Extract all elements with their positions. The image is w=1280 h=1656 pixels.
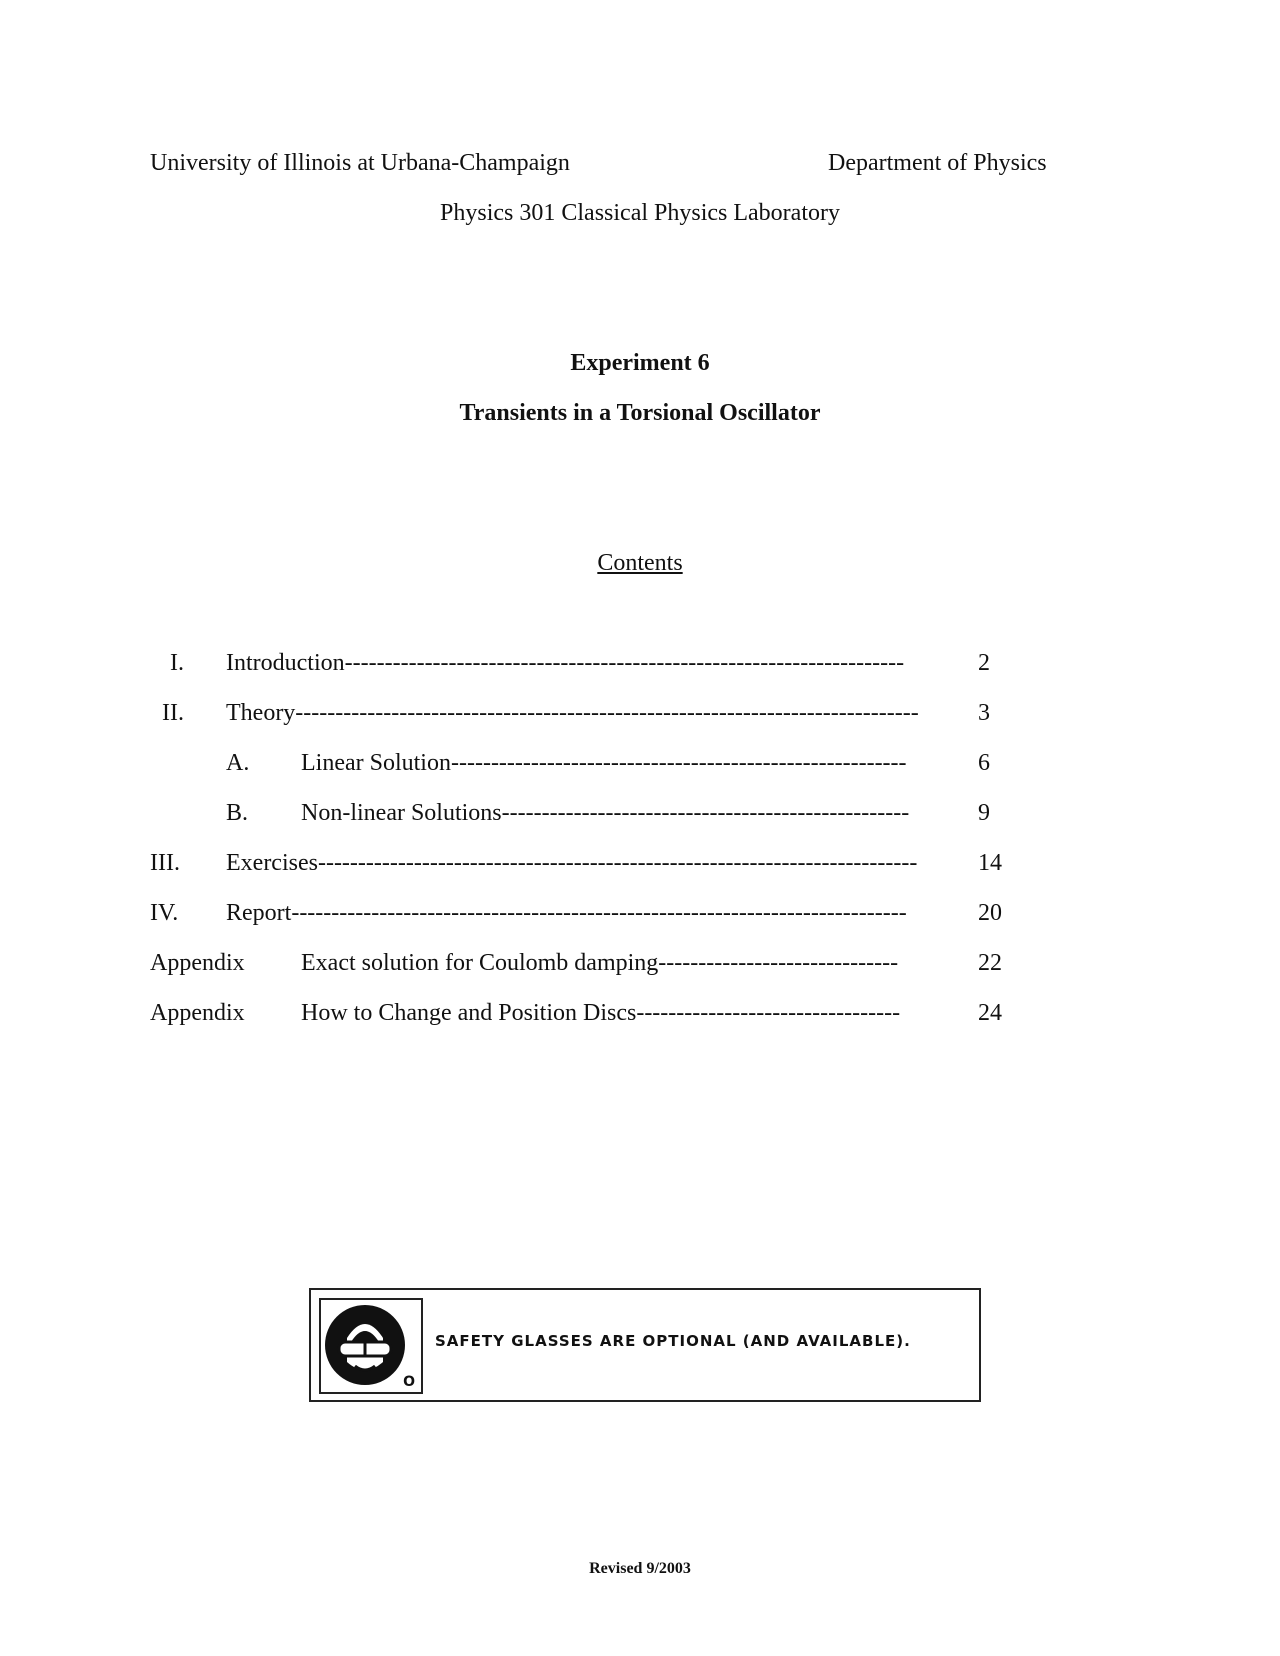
toc-page: 14 xyxy=(978,850,1002,876)
toc-row xyxy=(0,1000,1280,1034)
toc-number: IV. xyxy=(150,900,179,926)
toc-number: Appendix xyxy=(150,950,245,976)
toc-number: Appendix xyxy=(150,1000,245,1026)
toc-entry: Exercises--------------------------------------------------------------------------- xyxy=(226,850,918,876)
revision-date: Revised 9/2003 xyxy=(589,1560,691,1577)
toc-number: II. xyxy=(162,700,184,726)
toc-page: 20 xyxy=(978,900,1002,926)
toc-entry: Non-linear Solutions--------------------------------------------------- xyxy=(301,800,910,826)
safety-icon-box xyxy=(319,1298,423,1394)
safety-message: SAFETY GLASSES ARE OPTIONAL (AND AVAILABLE). xyxy=(435,1332,911,1350)
toc-number: A. xyxy=(226,750,250,776)
contents-heading: Contents xyxy=(597,550,683,576)
toc-row xyxy=(0,950,1280,984)
toc-row xyxy=(0,800,1280,834)
experiment-title: Transients in a Torsional Oscillator xyxy=(459,400,821,426)
toc-row xyxy=(0,750,1280,784)
toc-page: 6 xyxy=(978,750,990,776)
department-name: Department of Physics xyxy=(828,150,1047,176)
toc-page: 9 xyxy=(978,800,990,826)
toc-entry: Theory------------------------------------------------------------------------------ xyxy=(226,700,919,726)
toc-page: 3 xyxy=(978,700,990,726)
toc-page: 22 xyxy=(978,950,1002,976)
toc-page: 2 xyxy=(978,650,990,676)
toc-entry: Linear Solution--------------------------------------------------------- xyxy=(301,750,907,776)
toc-row xyxy=(0,700,1280,734)
toc-entry: Report----------------------------------------------------------------------------- xyxy=(226,900,907,926)
university-name: University of Illinois at Urbana-Champaign xyxy=(150,150,570,176)
toc-number: B. xyxy=(226,800,249,826)
toc-row xyxy=(0,850,1280,884)
toc-row xyxy=(0,650,1280,684)
toc-entry: Exact solution for Coulomb damping------------------------------ xyxy=(301,950,899,976)
course-title: Physics 301 Classical Physics Laboratory xyxy=(440,200,840,226)
toc-page: 24 xyxy=(978,1000,1002,1026)
toc-number: III. xyxy=(150,850,180,876)
safety-code: O xyxy=(403,1374,415,1390)
toc-entry: Introduction---------------------------------------------------------------------- xyxy=(226,650,905,676)
toc-row xyxy=(0,900,1280,934)
toc-entry: How to Change and Position Discs--------------------------------- xyxy=(301,1000,901,1026)
toc-number: I. xyxy=(170,650,184,676)
experiment-number: Experiment 6 xyxy=(570,350,710,376)
safety-notice xyxy=(309,1288,981,1402)
